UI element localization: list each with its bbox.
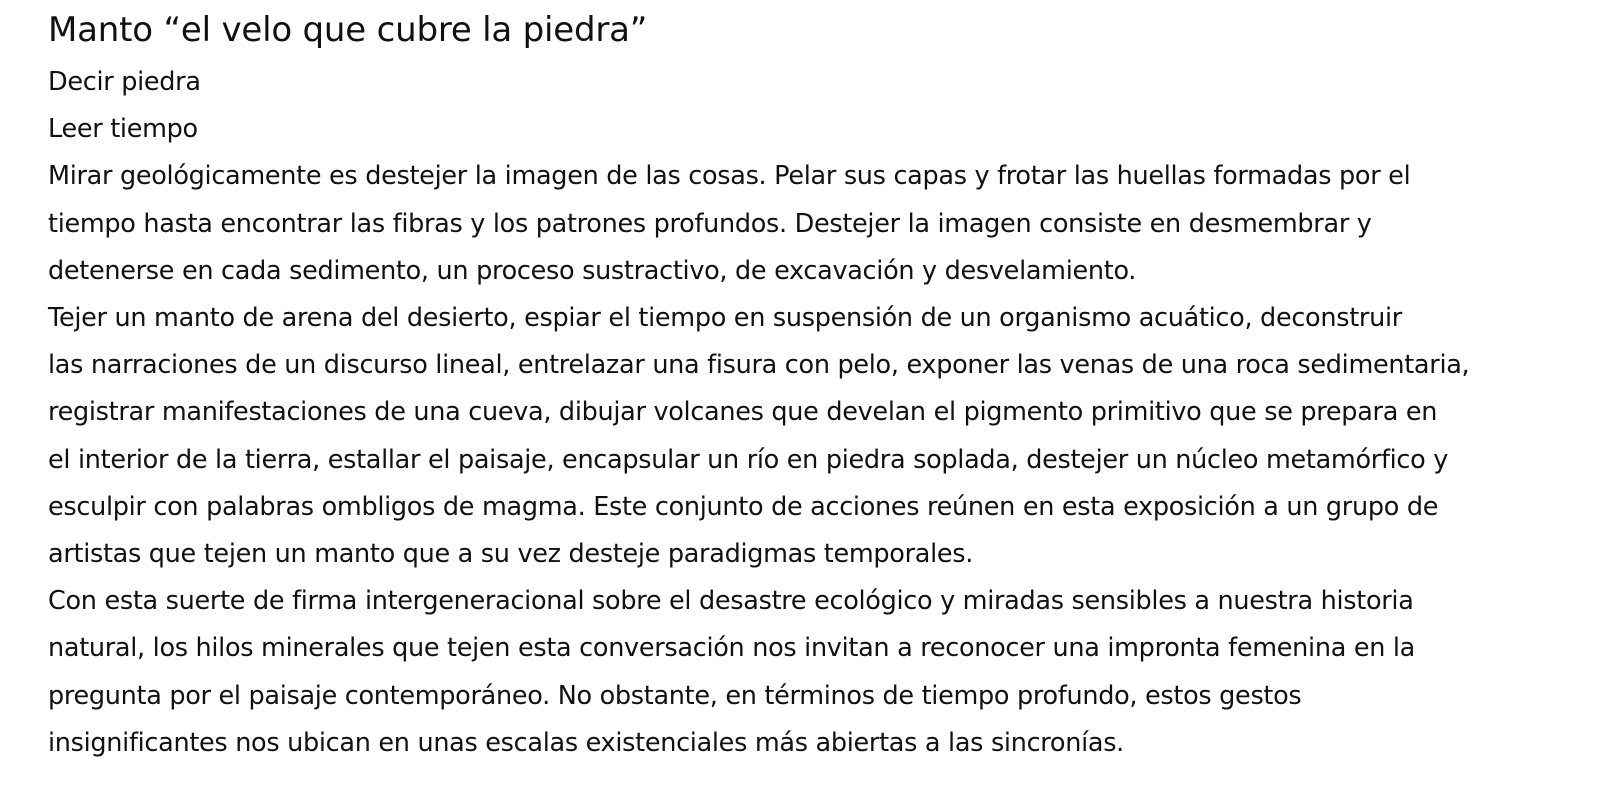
paragraph-line: tiempo hasta encontrar las fibras y los patrones profundos. Destejer la imagen consiste en desmembrar y [48, 208, 1372, 239]
paragraph-line: el interior de la tierra, estallar el paisaje, encapsular un río en piedra soplada, destejer un núcleo metamórfico y [48, 444, 1449, 475]
paragraph-line: Tejer un manto de arena del desierto, espiar el tiempo en suspensión de un organismo acuático, deconstruir [48, 303, 1402, 334]
paragraph-1 [48, 153, 1588, 295]
paragraph-line: esculpir con palabras ombligos de magma. Este conjunto de acciones reúnen en esta exposición a un grupo de [48, 491, 1439, 522]
paragraph-line: pregunta por el paisaje contemporáneo. No obstante, en términos de tiempo profundo, estos gestos [48, 680, 1302, 711]
paragraph-line: natural, los hilos minerales que tejen esta conversación nos invitan a reconocer una impronta femenina en la [48, 633, 1415, 664]
tagline-decir-piedra: Decir piedra [48, 67, 201, 97]
tagline-leer-tiempo: Leer tiempo [48, 114, 198, 145]
paragraph-line: las narraciones de un discurso lineal, entrelazar una fisura con pelo, exponer las venas de una roca sedimentaria, [48, 350, 1470, 381]
paragraph-line: insignificantes nos ubican en unas escalas existenciales más abiertas a las sincronías. [48, 727, 1124, 758]
paragraph-line: registrar manifestaciones de una cueva, dibujar volcanes que develan el pigmento primitivo que se prepara en [48, 397, 1438, 428]
document-title: Manto “el velo que cubre la piedra” [48, 10, 648, 50]
paragraph-3 [48, 578, 1588, 767]
paragraph-line: detenerse en cada sedimento, un proceso sustractivo, de excavación y desvelamiento. [48, 255, 1137, 286]
document-page [48, 6, 1588, 767]
paragraph-line: Con esta suerte de firma intergeneracional sobre el desastre ecológico y miradas sensibles a nuestra historia [48, 586, 1414, 617]
paragraph-line: artistas que tejen un manto que a su vez desteje paradigmas temporales. [48, 539, 974, 570]
paragraph-line: Mirar geológicamente es destejer la imagen de las cosas. Pelar sus capas y frotar las huellas formadas por el [48, 161, 1411, 192]
paragraph-2 [48, 295, 1588, 578]
